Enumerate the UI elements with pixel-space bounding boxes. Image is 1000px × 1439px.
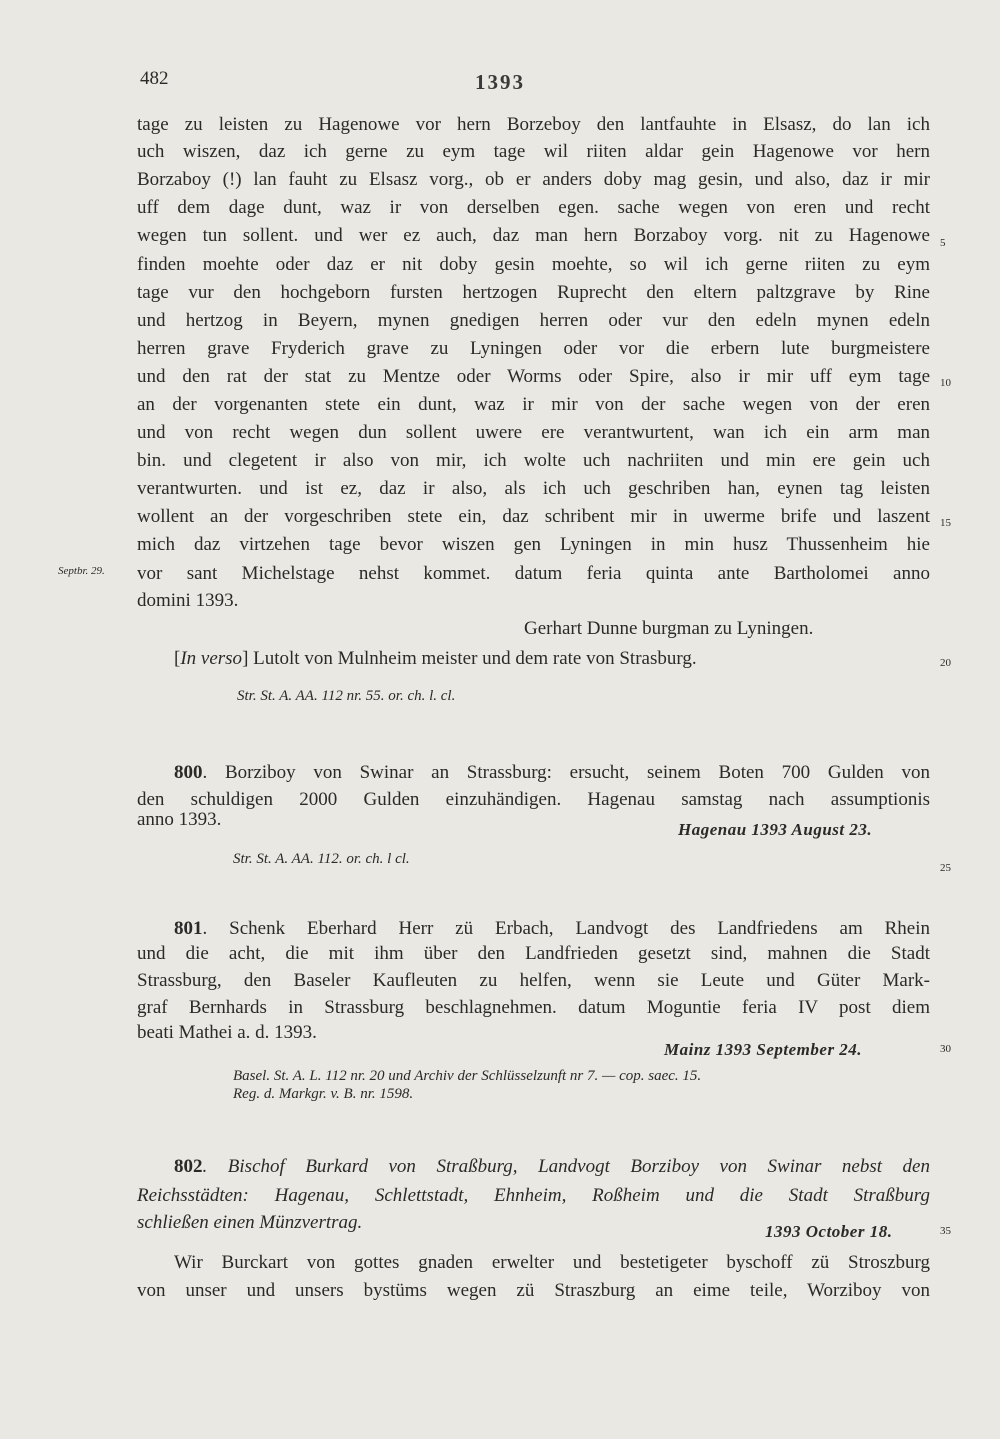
- entry-line: beati Mathei a. d. 1393.: [137, 1022, 317, 1043]
- line-number: 35: [940, 1225, 951, 1237]
- source-reference: Str. St. A. AA. 112. or. ch. l cl.: [233, 851, 410, 867]
- entry-date: Mainz 1393 September 24.: [664, 1040, 863, 1059]
- page-number: 482: [140, 68, 169, 89]
- entry-line: graf Bernhards in Strassburg beschlagnehmen. datum Moguntie feria IV post diem: [137, 997, 930, 1018]
- body-line: verantwurten. und ist ez, daz ir also, als ich uch geschriben han, eynen tag leisten: [137, 478, 930, 499]
- body-line: und den rat der stat zu Mentze oder Worms oder Spire, also ir mir uff eym tage: [137, 366, 930, 387]
- body-line: und von recht wegen dun sollent uwere ere verantwurtent, wan ich ein arm man: [137, 422, 930, 443]
- entry-text-line: Wir Burckart von gottes gnaden erwelter und bestetigeter byschoff zü Stroszburg: [174, 1252, 930, 1273]
- body-line: mich daz virtzehen tage bevor wiszen gen Lyningen in min husz Thussenheim hie: [137, 534, 930, 555]
- entry-heading-line: Reichsstädten: Hagenau, Schlettstadt, Ehnheim, Roßheim und die Stadt Straßburg: [137, 1185, 930, 1206]
- entry-line: und die acht, die mit ihm über den Landfrieden gesetzt sind, mahnen die Stadt: [137, 943, 930, 964]
- entry-line: den schuldigen 2000 Gulden einzuhändigen. Hagenau samstag nach assumptionis: [137, 789, 930, 810]
- line-number: 30: [940, 1043, 951, 1055]
- entry-first-line: 801. Schenk Eberhard Herr zü Erbach, Landvogt des Landfriedens am Rhein: [174, 918, 930, 939]
- source-reference: Reg. d. Markgr. v. B. nr. 1598.: [233, 1086, 414, 1102]
- margin-date: Septbr. 29.: [58, 565, 105, 577]
- body-line: Borzaboy (!) lan fauht zu Elsasz vorg., ob er anders doby mag gesin, und also, daz ir mir: [137, 169, 930, 190]
- verso-text: Lutolt von Mulnheim meister und dem rate von Strasburg.: [248, 648, 697, 669]
- line-number: 25: [940, 862, 951, 874]
- entry-number: 801: [174, 918, 203, 939]
- body-line: und hertzog in Beyern, mynen gnedigen herren oder vur den edeln mynen edeln: [137, 310, 930, 331]
- body-line: herren grave Fryderich grave zu Lyningen oder vor die erbern lute burgmeistere: [137, 338, 930, 359]
- signature: Gerhart Dunne burgman zu Lyningen.: [524, 618, 814, 639]
- entry-first-line: 800. Borziboy von Swinar an Strassburg: ersucht, seinem Boten 700 Gulden von: [174, 762, 930, 783]
- line-number: 15: [940, 517, 951, 529]
- body-line: uch wiszen, daz ich gerne zu eym tage wil riiten aldar gein Hagenowe vor hern: [137, 141, 930, 162]
- entry-text-line: von unser und unsers bystüms wegen zü Straszburg an eime teile, Worziboy von: [137, 1280, 930, 1301]
- body-line: bin. und clegetent ir also von mir, ich wolte uch nachriiten und min ere gein uch: [137, 450, 930, 471]
- body-line: wegen tun sollent. und wer ez auch, daz man hern Borzaboy vorg. nit zu Hagenowe: [137, 225, 930, 246]
- source-reference: Str. St. A. AA. 112 nr. 55. or. ch. l. cl.: [237, 688, 456, 704]
- line-number: 5: [940, 237, 946, 249]
- body-line: uff dem dage dunt, waz ir von derselben egen. sache wegen von eren und recht: [137, 197, 930, 218]
- body-line: finden moehte oder daz er nit doby gesin moehte, so wil ich gerne riiten zu eym: [137, 254, 930, 275]
- entry-line: anno 1393.: [137, 809, 222, 830]
- entry-date: Hagenau 1393 August 23.: [678, 820, 873, 839]
- entry-heading-line: 802. Bischof Burkard von Straßburg, Landvogt Borziboy von Swinar nebst den: [174, 1156, 930, 1177]
- source-reference: Basel. St. A. L. 112 nr. 20 und Archiv der Schlüsselzunft nr 7. — cop. saec. 15.: [233, 1068, 702, 1084]
- verso-line: [In verso] Lutolt von Mulnheim meister und dem rate von Strasburg.: [174, 648, 697, 669]
- verso-label: In verso: [180, 648, 243, 669]
- entry-number: 802: [174, 1156, 203, 1177]
- entry-line: Strassburg, den Baseler Kaufleuten zu helfen, wenn sie Leute und Güter Mark-: [137, 970, 930, 991]
- running-header-year: 1393: [475, 70, 525, 94]
- body-line: tage vur den hochgeborn fursten hertzogen Ruprecht den eltern paltzgrave by Rine: [137, 282, 930, 303]
- body-line: vor sant Michelstage nehst kommet. datum feria quinta ante Bartholomei anno: [137, 563, 930, 584]
- entry-date: 1393 October 18.: [765, 1222, 893, 1241]
- body-line: wollent an der vorgeschriben stete ein, daz schribent mir in uwerme brife und laszent: [137, 506, 930, 527]
- body-line: an der vorgenanten stete ein dunt, waz ir mir von der sache wegen von der eren: [137, 394, 930, 415]
- line-number: 20: [940, 657, 951, 669]
- entry-number: 800: [174, 762, 203, 783]
- body-line: domini 1393.: [137, 590, 239, 611]
- line-number: 10: [940, 377, 951, 389]
- entry-heading-line: schließen einen Münzvertrag.: [137, 1212, 363, 1233]
- body-line: tage zu leisten zu Hagenowe vor hern Borzeboy den lantfauhte in Elsasz, do lan ich: [137, 114, 930, 135]
